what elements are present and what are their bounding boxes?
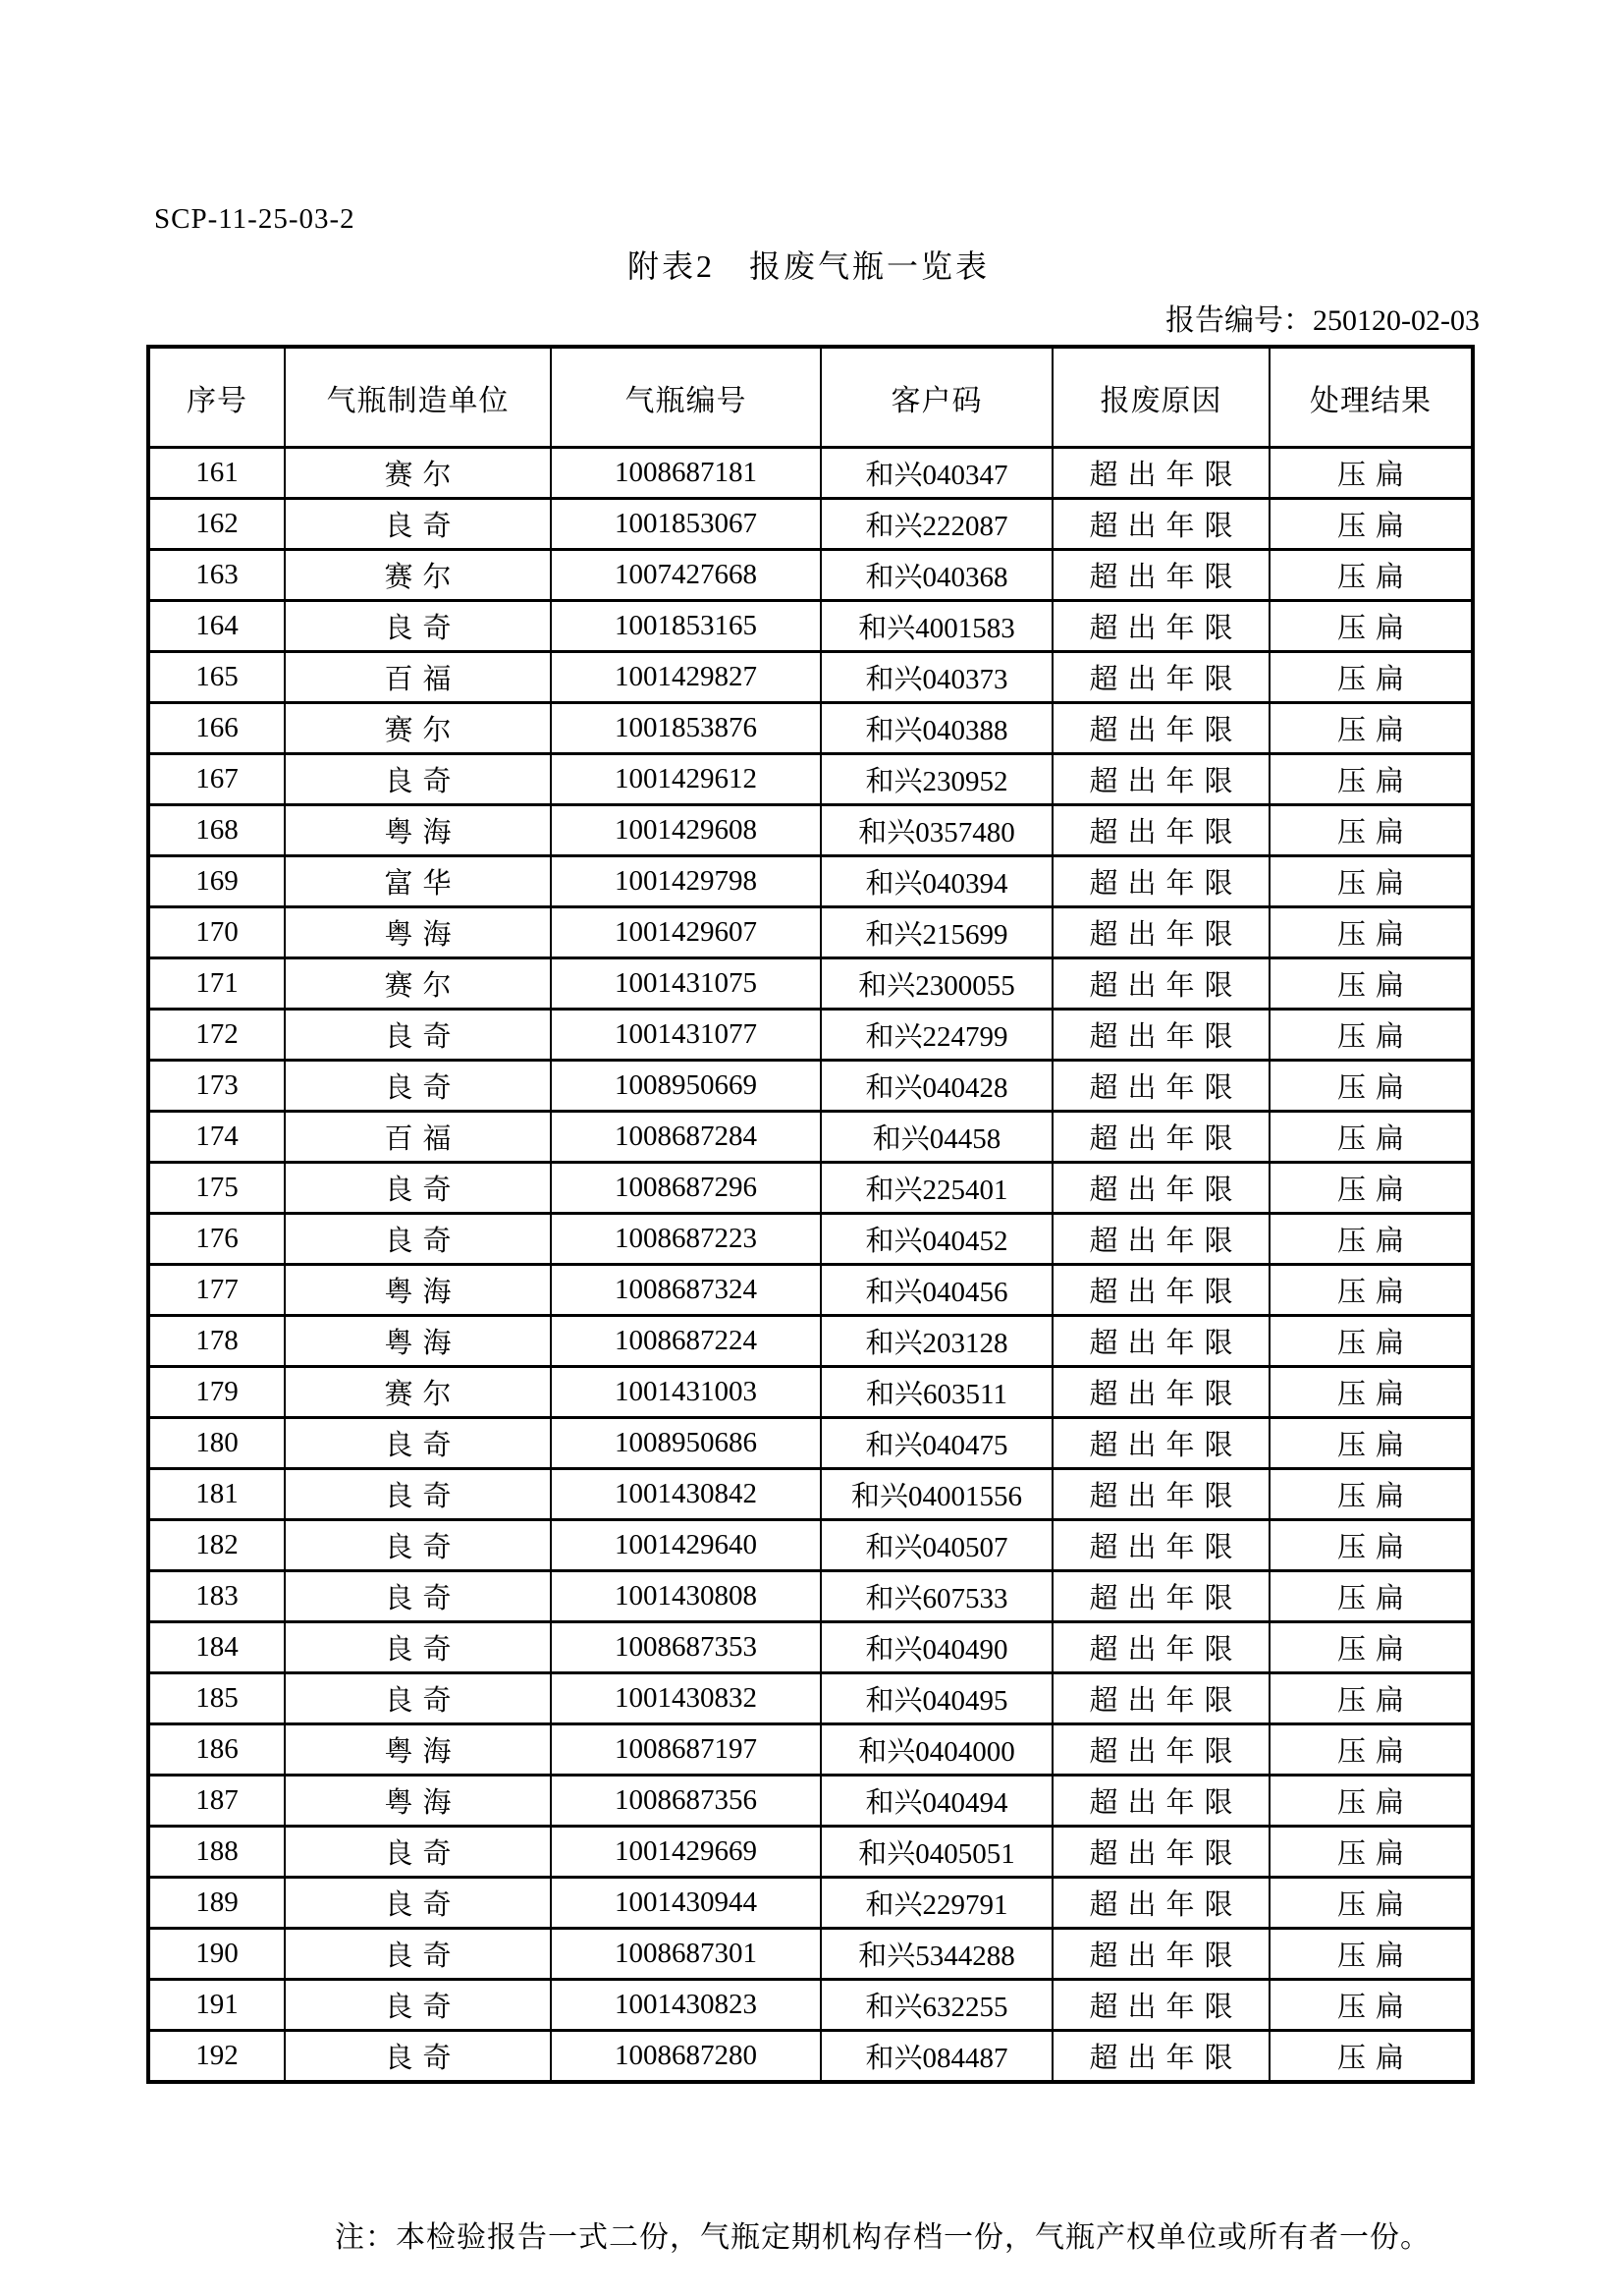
cell-customer_code: 和兴4001583	[821, 601, 1053, 652]
table-row	[148, 1214, 1473, 1265]
cell-manufacturer: 赛尔	[285, 1367, 551, 1418]
cell-index: 166	[148, 703, 285, 754]
cell-index: 177	[148, 1265, 285, 1316]
cell-customer_code: 和兴040495	[821, 1673, 1053, 1724]
cell-result: 压扁	[1270, 1265, 1473, 1316]
cell-index: 187	[148, 1776, 285, 1827]
cell-scrap_reason: 超出年限	[1053, 907, 1270, 958]
cell-cylinder_no: 1008687284	[551, 1112, 821, 1163]
cell-manufacturer: 粤海	[285, 1265, 551, 1316]
cell-scrap_reason: 超出年限	[1053, 1980, 1270, 2031]
cell-scrap_reason: 超出年限	[1053, 1571, 1270, 1622]
cell-index: 175	[148, 1163, 285, 1214]
cell-result: 压扁	[1270, 1673, 1473, 1724]
cell-result: 压扁	[1270, 652, 1473, 703]
cell-result: 压扁	[1270, 1878, 1473, 1929]
cell-cylinder_no: 1001430823	[551, 1980, 821, 2031]
cell-result: 压扁	[1270, 1061, 1473, 1112]
cell-scrap_reason: 超出年限	[1053, 1010, 1270, 1061]
cell-manufacturer: 富华	[285, 856, 551, 907]
cell-result: 压扁	[1270, 550, 1473, 601]
cell-manufacturer: 良奇	[285, 1418, 551, 1469]
cell-cylinder_no: 1008950669	[551, 1061, 821, 1112]
cell-index: 171	[148, 958, 285, 1010]
cell-index: 190	[148, 1929, 285, 1980]
cell-manufacturer: 良奇	[285, 1214, 551, 1265]
cell-cylinder_no: 1001431075	[551, 958, 821, 1010]
cell-cylinder_no: 1001429612	[551, 754, 821, 805]
cell-scrap_reason: 超出年限	[1053, 1469, 1270, 1520]
cell-scrap_reason: 超出年限	[1053, 2031, 1270, 2083]
table-row	[148, 1163, 1473, 1214]
cell-customer_code: 和兴040388	[821, 703, 1053, 754]
cell-customer_code: 和兴215699	[821, 907, 1053, 958]
table-row	[148, 805, 1473, 856]
cell-result: 压扁	[1270, 1214, 1473, 1265]
cell-index: 186	[148, 1724, 285, 1776]
table-row	[148, 1980, 1473, 2031]
table-row	[148, 1622, 1473, 1673]
cell-result: 压扁	[1270, 601, 1473, 652]
table-row	[148, 1776, 1473, 1827]
table-row	[148, 1316, 1473, 1367]
cell-manufacturer: 良奇	[285, 2031, 551, 2083]
header-cell-index: 序号	[148, 347, 285, 448]
table-row	[148, 652, 1473, 703]
cell-result: 压扁	[1270, 1316, 1473, 1367]
cell-scrap_reason: 超出年限	[1053, 1367, 1270, 1418]
cell-result: 压扁	[1270, 1724, 1473, 1776]
header-cell-customer_code: 客户码	[821, 347, 1053, 448]
cell-result: 压扁	[1270, 1469, 1473, 1520]
cell-result: 压扁	[1270, 1776, 1473, 1827]
cell-manufacturer: 百福	[285, 1112, 551, 1163]
cell-manufacturer: 良奇	[285, 754, 551, 805]
cell-customer_code: 和兴607533	[821, 1571, 1053, 1622]
cell-cylinder_no: 1001429827	[551, 652, 821, 703]
cell-result: 压扁	[1270, 1571, 1473, 1622]
table-row	[148, 1827, 1473, 1878]
cell-manufacturer: 赛尔	[285, 703, 551, 754]
cell-manufacturer: 良奇	[285, 1929, 551, 1980]
cell-scrap_reason: 超出年限	[1053, 1214, 1270, 1265]
cell-result: 压扁	[1270, 1418, 1473, 1469]
cylinder-table	[146, 345, 1475, 2084]
cell-scrap_reason: 超出年限	[1053, 1520, 1270, 1571]
cell-index: 180	[148, 1418, 285, 1469]
cell-cylinder_no: 1001853067	[551, 499, 821, 550]
cell-index: 170	[148, 907, 285, 958]
cell-customer_code: 和兴040428	[821, 1061, 1053, 1112]
cell-scrap_reason: 超出年限	[1053, 1112, 1270, 1163]
cell-result: 压扁	[1270, 1163, 1473, 1214]
cell-index: 188	[148, 1827, 285, 1878]
page-title: 附表2 报废气瓶一览表	[626, 248, 990, 284]
cell-manufacturer: 良奇	[285, 1878, 551, 1929]
table-row	[148, 601, 1473, 652]
cell-cylinder_no: 1001853876	[551, 703, 821, 754]
cell-manufacturer: 良奇	[285, 1980, 551, 2031]
cell-result: 压扁	[1270, 1980, 1473, 2031]
cell-index: 163	[148, 550, 285, 601]
cell-scrap_reason: 超出年限	[1053, 550, 1270, 601]
cell-cylinder_no: 1008687197	[551, 1724, 821, 1776]
table-row	[148, 1673, 1473, 1724]
cell-result: 压扁	[1270, 1520, 1473, 1571]
cell-cylinder_no: 1001429798	[551, 856, 821, 907]
cell-cylinder_no: 1008687224	[551, 1316, 821, 1367]
cell-scrap_reason: 超出年限	[1053, 1929, 1270, 1980]
table-row	[148, 907, 1473, 958]
cell-customer_code: 和兴224799	[821, 1010, 1053, 1061]
table-row	[148, 1520, 1473, 1571]
table-row	[148, 1571, 1473, 1622]
table-row	[148, 2031, 1473, 2083]
cell-manufacturer: 良奇	[285, 601, 551, 652]
cell-index: 176	[148, 1214, 285, 1265]
cell-cylinder_no: 1008687324	[551, 1265, 821, 1316]
table-row	[148, 1061, 1473, 1112]
cell-scrap_reason: 超出年限	[1053, 856, 1270, 907]
cell-customer_code: 和兴203128	[821, 1316, 1053, 1367]
cell-customer_code: 和兴040507	[821, 1520, 1053, 1571]
table-row	[148, 754, 1473, 805]
cell-customer_code: 和兴222087	[821, 499, 1053, 550]
cell-manufacturer: 粤海	[285, 1776, 551, 1827]
cell-result: 压扁	[1270, 1112, 1473, 1163]
cell-cylinder_no: 1008950686	[551, 1418, 821, 1469]
cell-cylinder_no: 1008687181	[551, 448, 821, 499]
cell-customer_code: 和兴0405051	[821, 1827, 1053, 1878]
cell-scrap_reason: 超出年限	[1053, 1622, 1270, 1673]
table-row	[148, 703, 1473, 754]
cell-scrap_reason: 超出年限	[1053, 805, 1270, 856]
cell-manufacturer: 良奇	[285, 1061, 551, 1112]
cell-customer_code: 和兴230952	[821, 754, 1053, 805]
header-cell-scrap_reason: 报废原因	[1053, 347, 1270, 448]
cell-index: 178	[148, 1316, 285, 1367]
cell-scrap_reason: 超出年限	[1053, 1673, 1270, 1724]
cell-scrap_reason: 超出年限	[1053, 448, 1270, 499]
cell-result: 压扁	[1270, 703, 1473, 754]
table-row	[148, 856, 1473, 907]
footnote: 注：本检验报告一式二份，气瓶定期机构存档一份，气瓶产权单位或所有者一份。	[335, 2221, 1431, 2254]
cell-customer_code: 和兴040452	[821, 1214, 1053, 1265]
cell-result: 压扁	[1270, 1010, 1473, 1061]
table-row	[148, 1367, 1473, 1418]
cell-scrap_reason: 超出年限	[1053, 1724, 1270, 1776]
table-row	[148, 550, 1473, 601]
cell-customer_code: 和兴04458	[821, 1112, 1053, 1163]
table-row	[148, 1469, 1473, 1520]
cell-manufacturer: 粤海	[285, 805, 551, 856]
cell-customer_code: 和兴040494	[821, 1776, 1053, 1827]
cell-scrap_reason: 超出年限	[1053, 1163, 1270, 1214]
cell-index: 161	[148, 448, 285, 499]
cell-customer_code: 和兴0404000	[821, 1724, 1053, 1776]
cell-cylinder_no: 1001430808	[551, 1571, 821, 1622]
cell-customer_code: 和兴04001556	[821, 1469, 1053, 1520]
cell-index: 174	[148, 1112, 285, 1163]
cell-scrap_reason: 超出年限	[1053, 958, 1270, 1010]
cell-result: 压扁	[1270, 499, 1473, 550]
cell-index: 173	[148, 1061, 285, 1112]
cell-scrap_reason: 超出年限	[1053, 703, 1270, 754]
cell-customer_code: 和兴040475	[821, 1418, 1053, 1469]
cell-cylinder_no: 1001429669	[551, 1827, 821, 1878]
table-row	[148, 499, 1473, 550]
table-row	[148, 1724, 1473, 1776]
cell-index: 162	[148, 499, 285, 550]
cell-manufacturer: 良奇	[285, 1571, 551, 1622]
cell-cylinder_no: 1007427668	[551, 550, 821, 601]
cell-customer_code: 和兴229791	[821, 1878, 1053, 1929]
table-row	[148, 1112, 1473, 1163]
cell-scrap_reason: 超出年限	[1053, 1061, 1270, 1112]
table-row	[148, 1010, 1473, 1061]
table-row	[148, 958, 1473, 1010]
table-row	[148, 1418, 1473, 1469]
cell-index: 164	[148, 601, 285, 652]
cell-manufacturer: 良奇	[285, 499, 551, 550]
cell-customer_code: 和兴040368	[821, 550, 1053, 601]
cell-cylinder_no: 1008687223	[551, 1214, 821, 1265]
cell-index: 183	[148, 1571, 285, 1622]
cell-cylinder_no: 1001430944	[551, 1878, 821, 1929]
cell-scrap_reason: 超出年限	[1053, 1878, 1270, 1929]
cell-customer_code: 和兴0357480	[821, 805, 1053, 856]
cell-result: 压扁	[1270, 754, 1473, 805]
cell-manufacturer: 赛尔	[285, 448, 551, 499]
cell-index: 189	[148, 1878, 285, 1929]
cell-scrap_reason: 超出年限	[1053, 652, 1270, 703]
cell-cylinder_no: 1001431077	[551, 1010, 821, 1061]
cell-cylinder_no: 1008687353	[551, 1622, 821, 1673]
cell-result: 压扁	[1270, 1929, 1473, 1980]
table-row	[148, 448, 1473, 499]
cell-cylinder_no: 1001429640	[551, 1520, 821, 1571]
cell-manufacturer: 粤海	[285, 907, 551, 958]
cell-manufacturer: 赛尔	[285, 550, 551, 601]
cell-cylinder_no: 1001429607	[551, 907, 821, 958]
cell-cylinder_no: 1001429608	[551, 805, 821, 856]
cell-result: 压扁	[1270, 1827, 1473, 1878]
cell-manufacturer: 良奇	[285, 1010, 551, 1061]
cell-manufacturer: 赛尔	[285, 958, 551, 1010]
cell-result: 压扁	[1270, 1622, 1473, 1673]
cell-customer_code: 和兴040490	[821, 1622, 1053, 1673]
cell-scrap_reason: 超出年限	[1053, 1316, 1270, 1367]
table-header-row	[148, 347, 1473, 448]
cell-cylinder_no: 1001430832	[551, 1673, 821, 1724]
cell-index: 179	[148, 1367, 285, 1418]
cell-manufacturer: 良奇	[285, 1622, 551, 1673]
cell-manufacturer: 良奇	[285, 1163, 551, 1214]
cylinder-table-body	[148, 448, 1473, 2083]
doc-code: SCP-11-25-03-2	[154, 203, 355, 235]
cell-customer_code: 和兴040394	[821, 856, 1053, 907]
cell-customer_code: 和兴040373	[821, 652, 1053, 703]
table-row	[148, 1878, 1473, 1929]
cell-scrap_reason: 超出年限	[1053, 754, 1270, 805]
cell-scrap_reason: 超出年限	[1053, 499, 1270, 550]
cell-index: 165	[148, 652, 285, 703]
cell-manufacturer: 粤海	[285, 1724, 551, 1776]
cell-index: 169	[148, 856, 285, 907]
cell-index: 182	[148, 1520, 285, 1571]
cell-scrap_reason: 超出年限	[1053, 1418, 1270, 1469]
cell-index: 167	[148, 754, 285, 805]
cell-manufacturer: 良奇	[285, 1827, 551, 1878]
cell-index: 184	[148, 1622, 285, 1673]
cell-index: 181	[148, 1469, 285, 1520]
cell-cylinder_no: 1008687280	[551, 2031, 821, 2083]
cell-customer_code: 和兴2300055	[821, 958, 1053, 1010]
cell-result: 压扁	[1270, 805, 1473, 856]
cell-cylinder_no: 1001430842	[551, 1469, 821, 1520]
cell-result: 压扁	[1270, 2031, 1473, 2083]
cell-result: 压扁	[1270, 856, 1473, 907]
cell-customer_code: 和兴632255	[821, 1980, 1053, 2031]
cell-cylinder_no: 1008687296	[551, 1163, 821, 1214]
report-number: 报告编号：250120-02-03	[1165, 304, 1480, 337]
table-row	[148, 1929, 1473, 1980]
cell-customer_code: 和兴040456	[821, 1265, 1053, 1316]
cell-cylinder_no: 1001431003	[551, 1367, 821, 1418]
table-row	[148, 1265, 1473, 1316]
cell-index: 192	[148, 2031, 285, 2083]
cell-scrap_reason: 超出年限	[1053, 1265, 1270, 1316]
cell-scrap_reason: 超出年限	[1053, 601, 1270, 652]
cell-manufacturer: 良奇	[285, 1520, 551, 1571]
cell-customer_code: 和兴225401	[821, 1163, 1053, 1214]
cell-customer_code: 和兴084487	[821, 2031, 1053, 2083]
cell-index: 191	[148, 1980, 285, 2031]
header-cell-result: 处理结果	[1270, 347, 1473, 448]
cell-result: 压扁	[1270, 958, 1473, 1010]
cell-index: 172	[148, 1010, 285, 1061]
header-cell-manufacturer: 气瓶制造单位	[285, 347, 551, 448]
cell-manufacturer: 良奇	[285, 1469, 551, 1520]
cell-scrap_reason: 超出年限	[1053, 1827, 1270, 1878]
cell-cylinder_no: 1008687301	[551, 1929, 821, 1980]
cell-index: 185	[148, 1673, 285, 1724]
cell-customer_code: 和兴040347	[821, 448, 1053, 499]
cell-index: 168	[148, 805, 285, 856]
cell-result: 压扁	[1270, 907, 1473, 958]
cell-result: 压扁	[1270, 1367, 1473, 1418]
cell-cylinder_no: 1001853165	[551, 601, 821, 652]
cell-customer_code: 和兴603511	[821, 1367, 1053, 1418]
cell-cylinder_no: 1008687356	[551, 1776, 821, 1827]
cell-manufacturer: 百福	[285, 652, 551, 703]
cell-manufacturer: 良奇	[285, 1673, 551, 1724]
cell-result: 压扁	[1270, 448, 1473, 499]
header-cell-cylinder_no: 气瓶编号	[551, 347, 821, 448]
cell-scrap_reason: 超出年限	[1053, 1776, 1270, 1827]
cell-manufacturer: 粤海	[285, 1316, 551, 1367]
cell-customer_code: 和兴5344288	[821, 1929, 1053, 1980]
